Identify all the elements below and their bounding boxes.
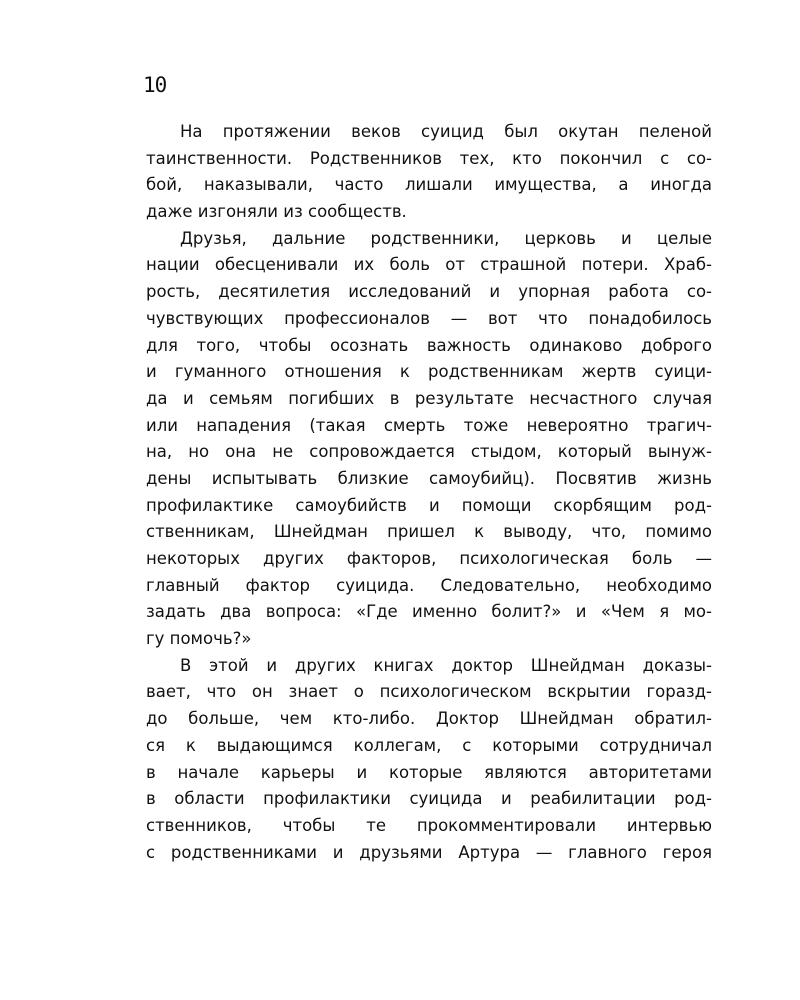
text-line: главный фактор суицида. Следовательно, необходимо bbox=[146, 575, 712, 595]
text-line: да и семьям погибших в результате несчастного случая bbox=[146, 388, 712, 408]
text-line: В этой и других книгах доктор Шнейдман доказы- bbox=[180, 655, 712, 675]
text-line: нации обесценивали их боль от страшной потери. Храб- bbox=[146, 255, 712, 275]
page-number: 10 bbox=[143, 73, 167, 97]
text-line: до больше, чем кто-либо. Доктор Шнейдман обратил- bbox=[146, 709, 712, 729]
text-line: в начале карьеры и которые являются авторитетами bbox=[146, 762, 712, 782]
text-line: с родственниками и друзьями Артура — главного героя bbox=[146, 842, 712, 862]
text-line: профилактике самоубийств и помощи скорбящим род- bbox=[146, 495, 712, 515]
text-line: На протяжении веков суицид был окутан пеленой bbox=[180, 122, 712, 141]
text-line: задать два вопроса: «Где именно болит?» и «Чем я мо- bbox=[146, 602, 712, 622]
text-line: ственников, чтобы те прокомментировали интервью bbox=[146, 815, 712, 835]
text-line: некоторых других факторов, психологическая боль — bbox=[146, 549, 712, 568]
body-text bbox=[146, 119, 712, 866]
text-line: для того, чтобы осознать важность одинаково доброго bbox=[146, 335, 712, 355]
text-line: бой, наказывали, часто лишали имущества, а иногда bbox=[146, 175, 712, 195]
text-line: ственникам, Шнейдман пришел к выводу, что, помимо bbox=[146, 522, 712, 542]
text-line: на, но она не сопровождается стыдом, который вынуж- bbox=[146, 442, 712, 462]
text-line: гу помочь?» bbox=[146, 629, 252, 649]
text-line: ся к выдающимся коллегам, с которыми сотрудничал bbox=[146, 735, 712, 755]
text-line: дены испытывать близкие самоубийц). Посвятив жизнь bbox=[146, 468, 712, 488]
text-line: рость, десятилетия исследований и упорная работа со- bbox=[146, 282, 712, 302]
text-line: Друзья, дальние родственники, церковь и целые bbox=[180, 228, 712, 248]
text-line: в области профилактики суицида и реабилитации род- bbox=[146, 789, 712, 809]
text-line: и гуманного отношения к родственникам жертв суици- bbox=[146, 362, 712, 382]
text-line: чувствующих профессионалов — вот что понадобилось bbox=[146, 308, 712, 328]
text-line: даже изгоняли из сообществ. bbox=[146, 202, 407, 222]
text-line: вает, что он знает о психологическом вскрытии горазд- bbox=[146, 682, 712, 702]
text-line: таинственности. Родственников тех, кто покончил с со- bbox=[146, 148, 712, 168]
text-line: или нападения (такая смерть тоже невероятно трагич- bbox=[146, 415, 712, 435]
